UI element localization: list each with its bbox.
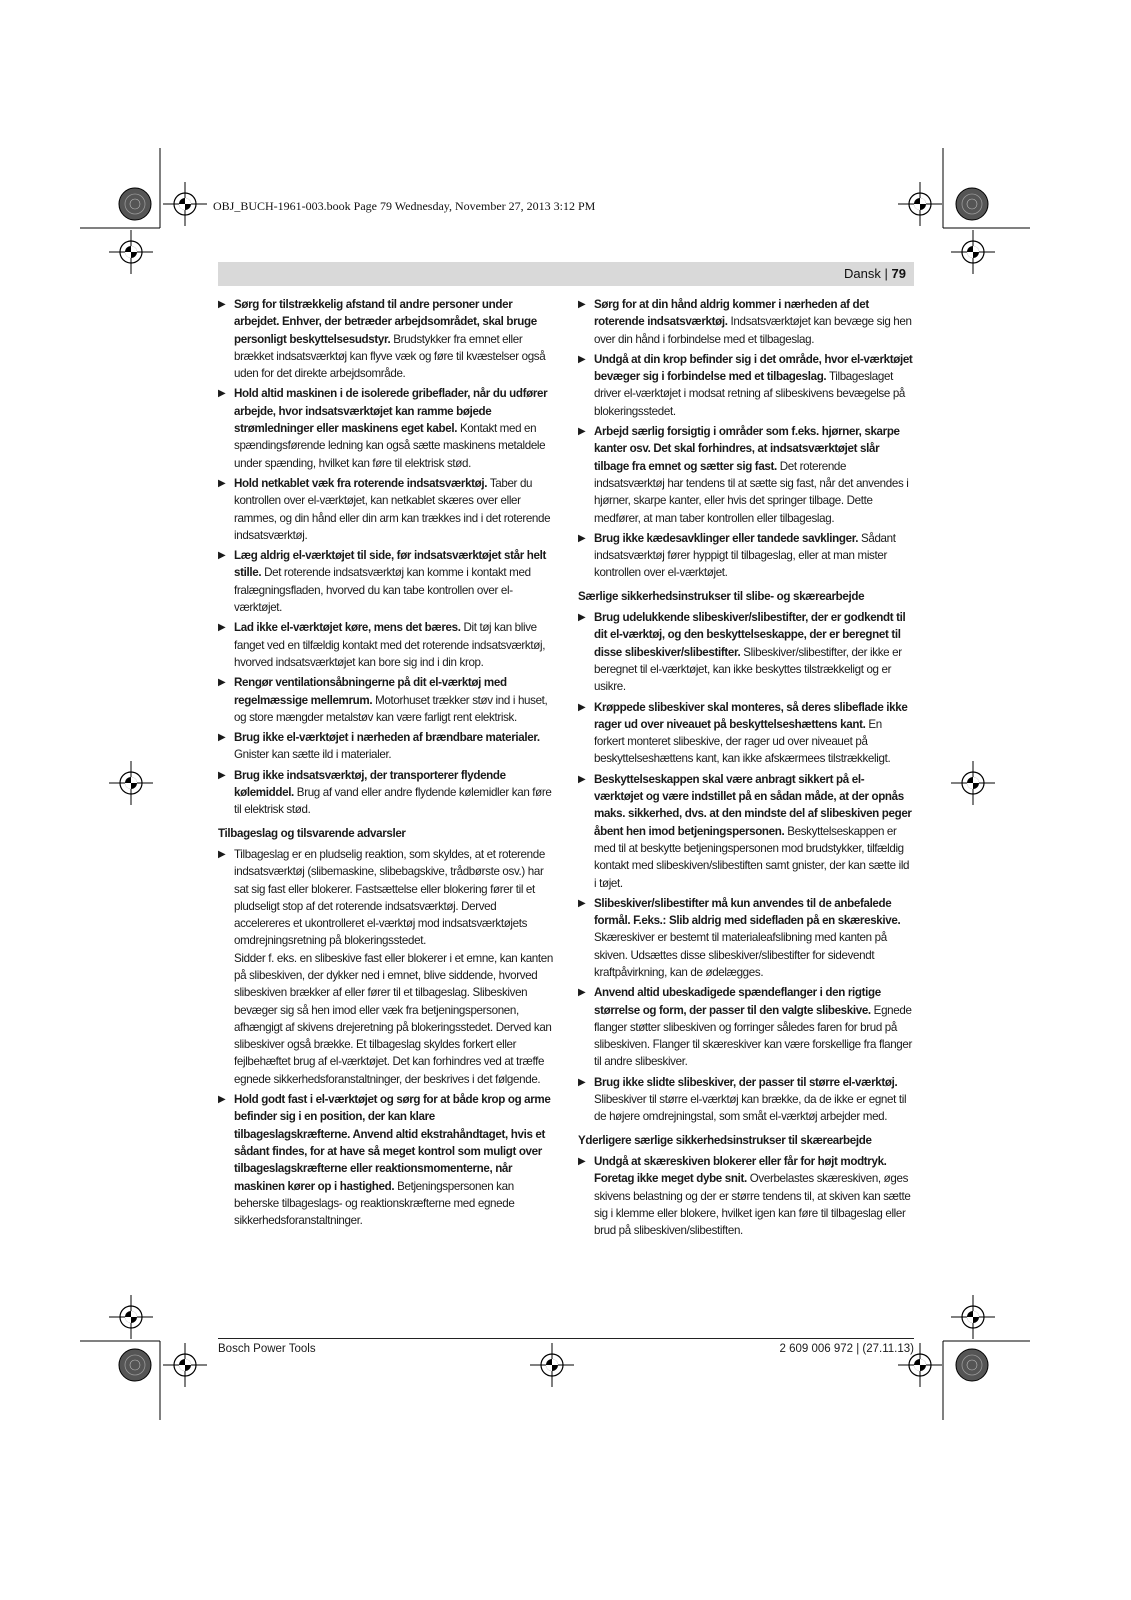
bullet-icon: ▶	[578, 1076, 586, 1088]
left-items	[218, 296, 553, 819]
bullet-icon: ▶	[218, 622, 226, 634]
list-item	[218, 729, 553, 764]
bullet-icon: ▶	[218, 299, 226, 310]
right-items	[578, 296, 913, 582]
bullet-icon: ▶	[578, 897, 586, 909]
list-item	[578, 296, 913, 348]
list-item	[218, 619, 553, 671]
right-items-2	[578, 609, 913, 1126]
right-column	[578, 296, 913, 1242]
bullet-icon: ▶	[218, 388, 226, 400]
list-item	[578, 530, 913, 582]
item-text: Skæreskiver er bestemt til materialeafslibning med kanten på skiven. Udsættes disse slibeskiver/slibestifter for sidevendt kraftpåvirkning, kan de ødelægges.	[594, 931, 887, 979]
list-item	[218, 475, 553, 544]
item-bold: Lad ikke el-værktøjet køre, mens det bæres.	[234, 621, 461, 635]
item-bold: Læg aldrig el-værktøjet til side, før indsatsværktøjet står helt stille.	[234, 549, 546, 580]
list-item	[218, 1091, 553, 1229]
bullet-icon: ▶	[218, 769, 226, 781]
item-text: Motorhuset trækker støv ind i huset, og store mængder metalstøv kan være farligt rent elektrisk.	[234, 693, 548, 724]
header-separator: |	[884, 266, 888, 281]
section-heading-cutting: Yderligere særlige sikkerhedsinstrukser til skærearbejde	[578, 1133, 872, 1147]
list-item	[218, 547, 553, 616]
header-text	[844, 266, 906, 281]
list-item	[578, 609, 913, 695]
bullet-icon: ▶	[218, 848, 226, 860]
kickback-paragraph-1: Tilbageslag er en pludselig reaktion, som skyldes, at et roterende indsatsværktøj (slibemaskine, slibebagskive, trådbørste osv.) har sat sig fast eller blokerer. Fastsættelse eller blokering fører til et pludseligt stop af det roterende indsatsværktøj. Derved accelereres et ukontrolleret el-værktøj mod indsatsværktøjets omdrejningsretning på blokeringsstedet.	[234, 847, 545, 948]
list-item	[578, 423, 913, 527]
print-slug: OBJ_BUCH-1961-003.book Page 79 Wednesday, November 27, 2013 3:12 PM	[213, 199, 596, 213]
footer-rule	[218, 1338, 914, 1339]
right-items-3	[578, 1153, 913, 1239]
list-item	[218, 674, 553, 726]
footer-docnumber: 2 609 006 972 | (27.11.13)	[779, 1343, 914, 1355]
left-column	[218, 296, 553, 1232]
item-bold: Brug ikke indsatsværktøj, der transporterer flydende kølemiddel.	[234, 768, 506, 800]
item-text: Beskyttelseskappen er med til at beskytte betjeningspersonen mod brudstykker, tilfældig kontakt med slibeskiven/slibestiften samt gnister, der kan sætte ild i tøjet.	[594, 824, 910, 890]
bullet-icon: ▶	[578, 987, 586, 999]
item-text: Tilbageslaget driver el-værktøjet i modsat retning af slibeskivens bevægelse på blokeringsstedet.	[594, 370, 906, 418]
header-language: Dansk	[844, 266, 881, 281]
item-text: Gnister kan sætte ild i materialer.	[234, 748, 392, 762]
item-text: Overbelastes skæreskiven, øges skivens belastning og der er større tendens til, at skiven kan sætte sig i klemme eller blokere, hvilket igen kan føre til tilbageslag eller brud på slibeskiven/slibestiften.	[594, 1172, 911, 1238]
list-item	[578, 984, 913, 1070]
item-text: Slibeskiver til større el-værktøj kan brække, da de ikke er egnet til de højere omdrejningstal, som småt el-værktøj arbejder med.	[594, 1093, 907, 1124]
item-bold: Arbejd særlig forsigtig i områder som f.eks. hjørner, skarpe kanter osv. Det skal forhindres, at indsatsværktøjet slår tilbage fra emnet og sætter sig fast.	[594, 425, 900, 473]
item-text: Det roterende indsatsværktøj har tendens til at sætte sig fast, når det anvendes i hjørner, skarpe kanter, eller hvis det springer tilbage. Dette medfører, at man taber kontrollen eller tilbageslag.	[594, 459, 909, 525]
item-bold: Undgå at skæreskiven blokerer eller får for højt modtryk. Foretag ikke meget dybe snit.	[594, 1154, 887, 1186]
item-bold: Sørg for at din hånd aldrig kommer i nærheden af det roterende indsatsværktøj.	[594, 298, 869, 329]
bullet-icon: ▶	[218, 550, 226, 562]
item-bold: Undgå at din krop befinder sig i det område, hvor el-værktøjet bevæger sig i forbindelse med et tilbageslag.	[594, 352, 913, 384]
item-bold: Krøppede slibeskiver skal monteres, så deres slibeflade ikke rager ud over niveauet på beskyttelseshættens kant.	[594, 700, 908, 731]
item-text: Egnede flanger støtter slibeskiven og forringer således faren for brud på slibeskiven. Flanger til skæreskiver kan være forskellige fra flanger til andre slibeskiver.	[594, 1003, 912, 1069]
bullet-icon: ▶	[578, 612, 586, 624]
item-text: Slibeskiver/slibestifter, der ikke er beregnet til el-værktøjet, kan ikke beskyttes tilstrækkeligt og er usikre.	[594, 645, 902, 694]
page-header	[218, 262, 914, 286]
item-bold: Brug ikke kædesavklinger eller tandede savklinger.	[594, 531, 859, 545]
item-text: Brug af vand eller andre flydende kølemidler kan føre til elektrisk stød.	[234, 786, 552, 817]
item-text: Sådant indsatsværktøj fører hyppigt til tilbageslag, eller at man mister kontrollen over el-værktøjet.	[594, 531, 896, 580]
bullet-icon: ▶	[578, 701, 586, 713]
item-bold: Hold godt fast i el-værktøjet og sørg for at både krop og arme befinder sig i en position, der kan klare tilbageslagskræfterne. Anvend altid ekstrahåndtaget, hvis et sådant findes, for at have så meget kontrol som muligt over tilbageslagskræfterne eller reaktionsmomenterne, når maskinen kører op i hastighed.	[234, 1093, 551, 1193]
list-item	[218, 296, 553, 382]
item-bold: Hold altid maskinen i de isolerede gribeflader, når du udfører arbejde, hvor indsatsværktøjet kan ramme bøjede strømledninger eller maskinens eget kabel.	[234, 387, 548, 436]
page-number: 79	[891, 266, 906, 281]
item-text: Kontakt med en spændingsførende ledning kan også sætte maskinens metaldele under spænding, hvilket kan føre til elektrisk stød.	[234, 422, 546, 470]
bullet-icon: ▶	[578, 299, 586, 310]
bullet-icon: ▶	[578, 1155, 586, 1167]
list-item	[218, 846, 553, 1088]
list-item	[578, 771, 913, 892]
footer-brand: Bosch Power Tools	[218, 1343, 316, 1355]
bullet-icon: ▶	[218, 732, 226, 744]
item-text: Taber du kontrollen over el-værktøjet, kan netkablet skæres over eller rammes, og din hånd eller din arm kan trækkes ind i det roterende indsatsværktøj.	[234, 476, 551, 542]
bullet-icon: ▶	[578, 532, 586, 544]
bullet-icon: ▶	[218, 677, 226, 689]
item-text: Dit tøj kan blive fanget ved en tilfældig kontakt med det roterende indsatsværktøj, hvorved indsatsværktøjet kan bore sig ind i din krop.	[234, 621, 546, 669]
bullet-icon: ▶	[218, 477, 226, 489]
section-heading-grinding: Særlige sikkerhedsinstrukser til slibe- og skærearbejde	[578, 589, 865, 603]
list-item	[578, 699, 913, 768]
item-bold: Slibeskiver/slibestifter må kun anvendes til de anbefalede formål. F.eks.: Slib aldrig med sidefladen på en skæreskive.	[594, 896, 901, 928]
kickback-paragraph-2: Sidder f. eks. en slibeskive fast eller blokerer i et emne, kan kanten på slibeskiven, der dykker ned i emnet, blive siddende, hvorved slibeskiven brækker af eller fører til et tilbageslag. Slibeskiven bevæger sig så hen imod eller væk fra betjeningspersonen, afhængigt af skivens drejeretning på blokeringsstedet. Derved kan slibeskiver også brække. Et tilbageslag skyldes forkert eller fejlbehæftet brug af el-værktøjet. Det kan forhindres ved at træffe egnede sikkerhedsforanstaltninger, der beskrives i det følgende.	[234, 951, 553, 1086]
bullet-icon: ▶	[578, 773, 586, 785]
bullet-icon: ▶	[578, 353, 586, 365]
item-text: En forkert monteret slibeskive, der rager ud over niveauet på beskyttelseshættens kant, kan ikke afskærmees tilstrækkeligt.	[594, 717, 891, 766]
list-item	[578, 351, 913, 420]
item-text: Indsatsværktøjet kan bevæge sig hen over din hånd i forbindelse med et tilbageslag.	[594, 315, 912, 346]
item-text: Betjeningspersonen kan beherske tilbageslags- og reaktionskræfterne med egnede sikkerhedsforanstaltninger.	[234, 1179, 515, 1228]
item-bold: Brug ikke slidte slibeskiver, der passer til større el-værktøj.	[594, 1075, 898, 1089]
section-heading-kickback: Tilbageslag og tilsvarende advarsler	[218, 826, 406, 840]
item-bold: Anvend altid ubeskadigede spændeflanger i den rigtige størrelse og form, der passer til den valgte slibeskive.	[594, 986, 881, 1017]
bullet-icon: ▶	[578, 426, 586, 438]
list-item	[578, 1074, 913, 1126]
item-bold: Beskyttelseskappen skal være anbragt sikkert på el-værktøjet og være indstillet på en sådan måde, at der opnås maks. sikkerhed, dvs. at den mindste del af slibeskiven peger åbent hen imod betjeningspersonen.	[594, 772, 912, 838]
list-item	[578, 895, 913, 981]
bullet-icon: ▶	[218, 1094, 226, 1106]
item-bold: Brug udelukkende slibeskiver/slibestifter, der er godkendt til dit el-værktøj, og den beskyttelseskappe, der er beregnet til disse slibeskiver/slibestifter.	[594, 611, 906, 659]
item-bold: Hold netkablet væk fra roterende indsatsværktøj.	[234, 476, 488, 490]
list-item	[218, 767, 553, 819]
item-bold: Rengør ventilationsåbningerne på dit el-værktøj med regelmæssige mellemrum.	[234, 676, 507, 707]
item-text: Det roterende indsatsværktøj kan komme i kontakt med fralægningsfladen, hvorved du kan tabe kontrollen over el-værktøjet.	[234, 566, 531, 615]
list-item	[578, 1153, 913, 1239]
item-text: Brudstykker fra emnet eller brækket indsatsværktøj kan flyve væk og føre til kvæstelser også uden for det direkte arbejdsområde.	[234, 332, 546, 381]
item-bold: Sørg for tilstrækkelig afstand til andre personer under arbejdet. Enhver, der betræder arbejdsområdet, skal bruge personligt beskyttelsesudstyr.	[234, 298, 537, 346]
item-bold: Brug ikke el-værktøjet i nærheden af brændbare materialer.	[234, 731, 540, 745]
list-item	[218, 385, 553, 471]
